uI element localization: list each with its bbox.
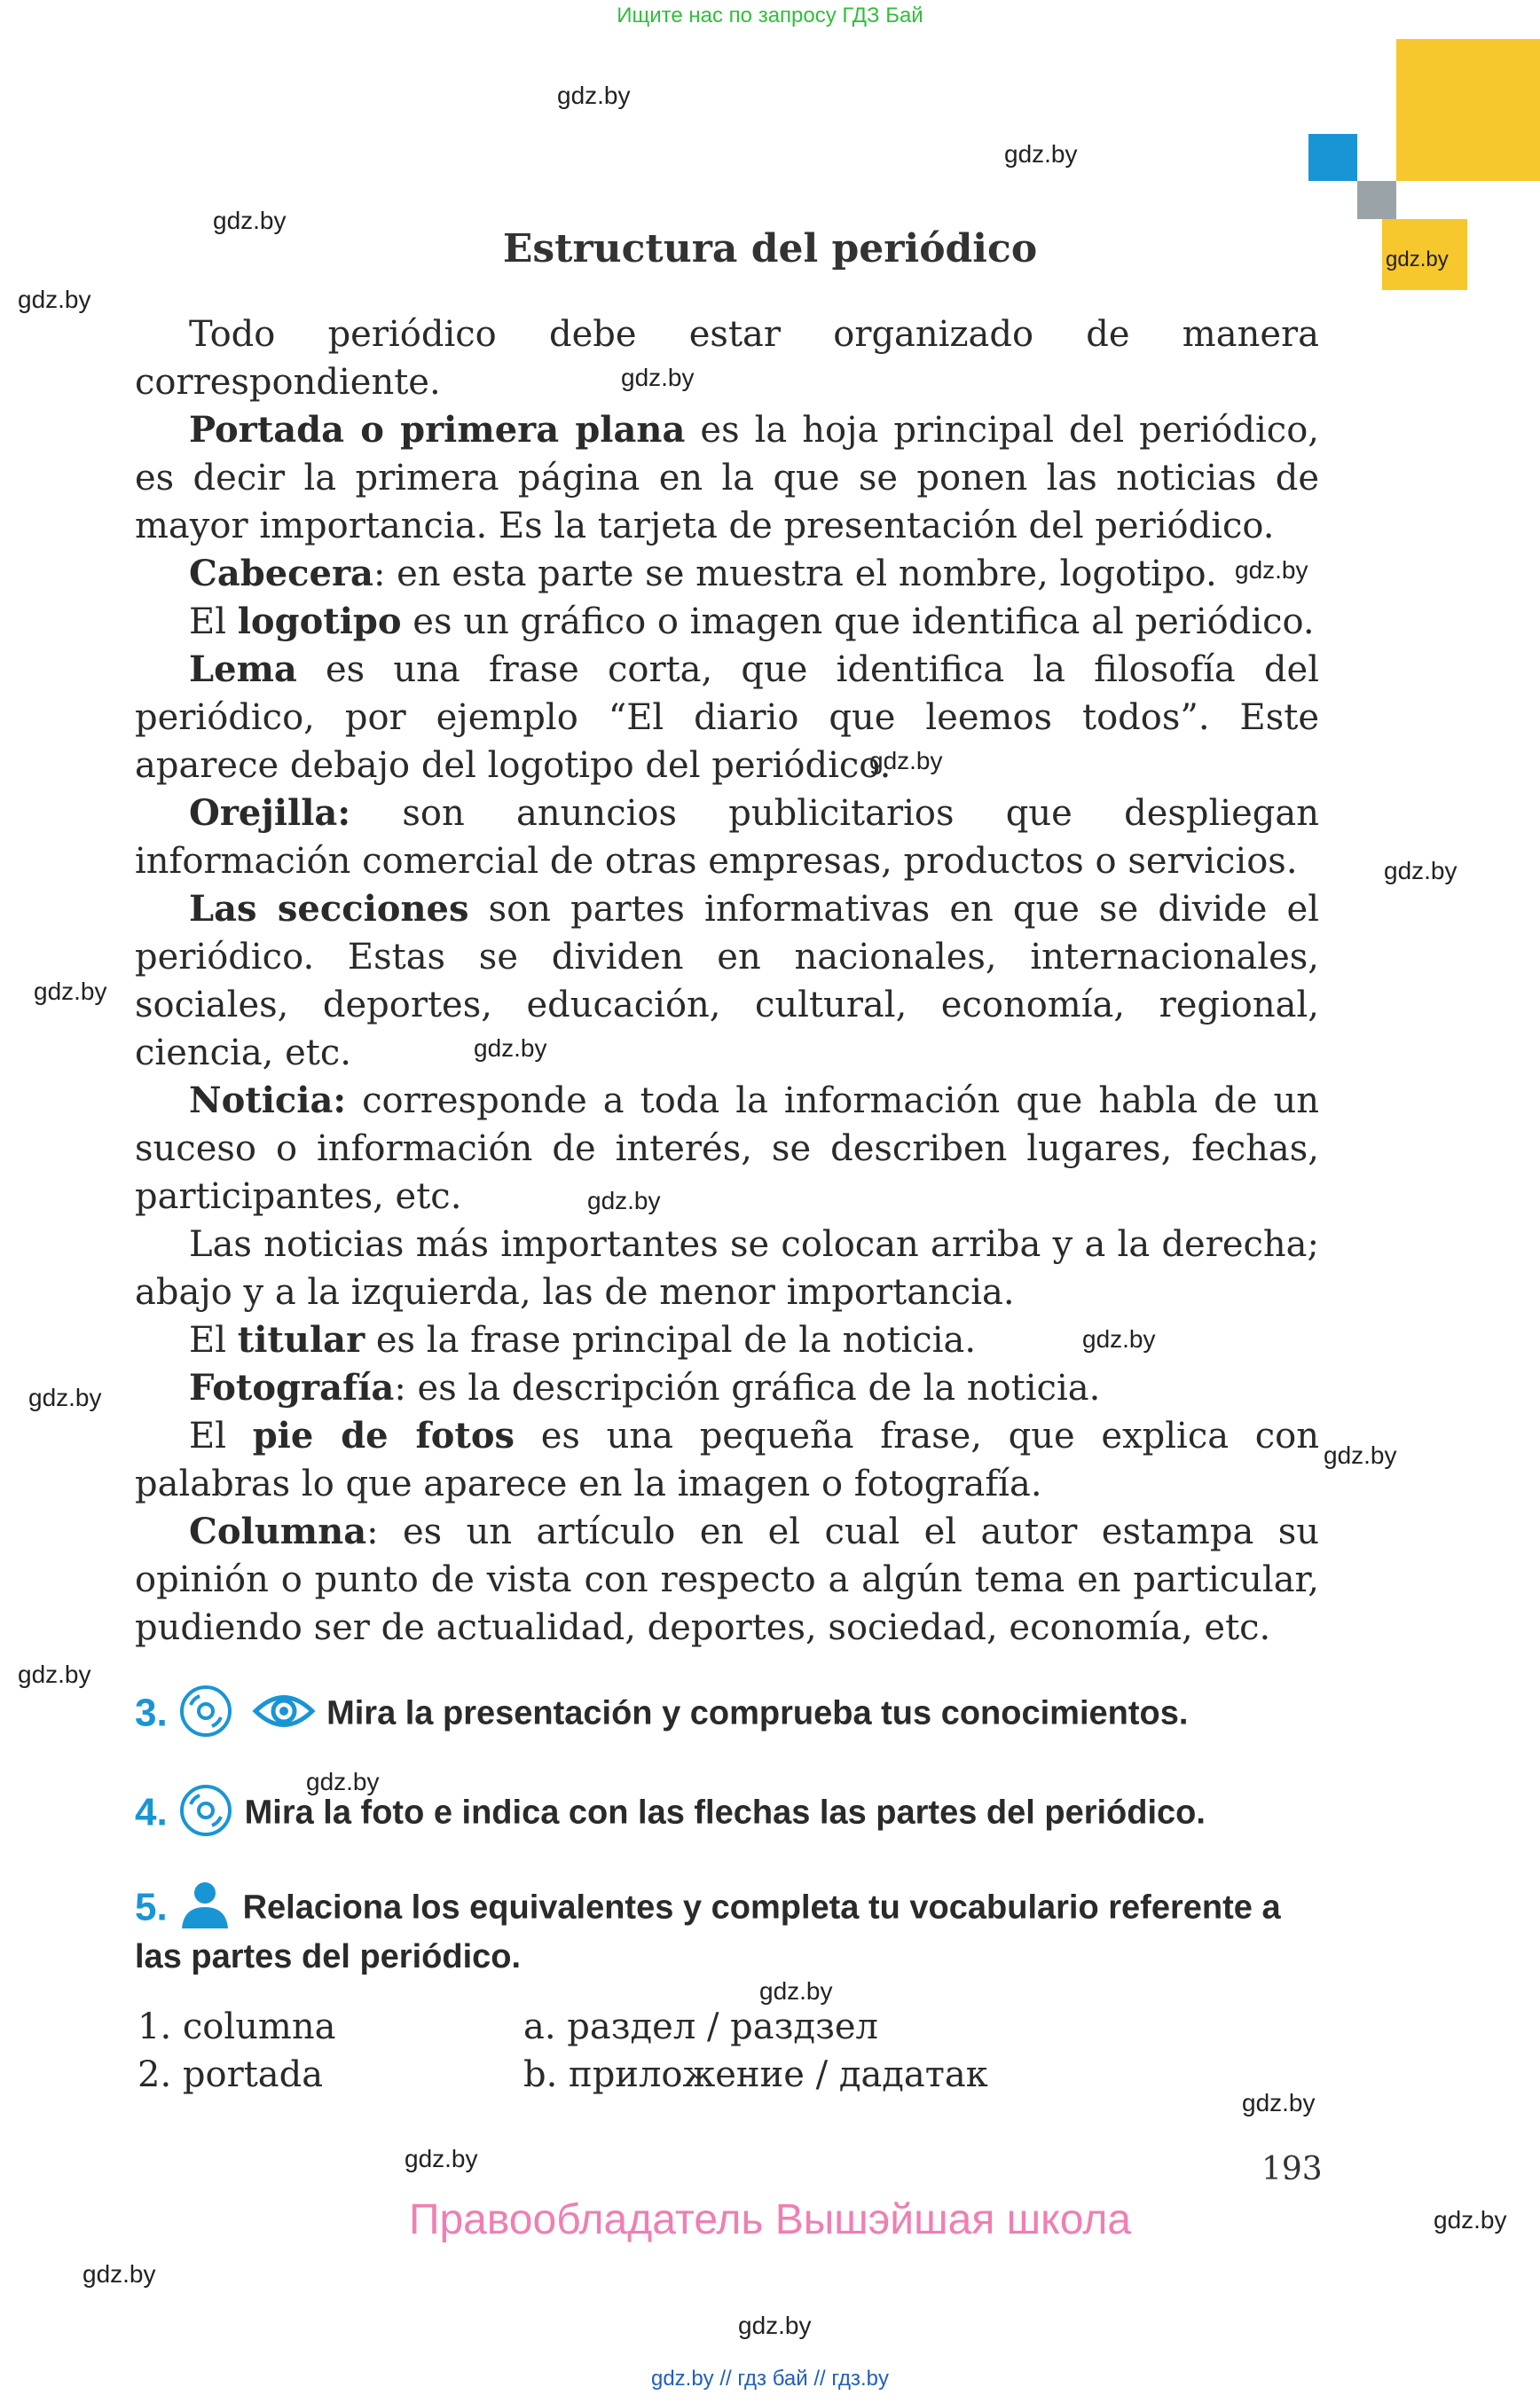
task-number: 5.	[135, 1885, 168, 1929]
paragraph: Cabecera: en esta parte se muestra el nombre, logotipo.	[189, 553, 1217, 594]
watermark: gdz.by	[738, 2312, 812, 2339]
paragraph: Columna: es un artículo en el cual el autor estampa su opinión o punto de vista con respecto a algún tema en particular, pudiendo ser de actualidad, deportes, sociedad, economía, etc.	[135, 1511, 1319, 1648]
vocab-translation: b. приложение / дадатак	[523, 2054, 988, 2095]
paragraph: Lema es una frase corta, que identifica la filosofía del periódico, por ejemplo “El diario que leemos todos”. Este aparece debajo del logotipo del periódico.	[135, 648, 1319, 786]
watermark: gdz.by	[759, 1977, 833, 2005]
decor-square-gray	[1357, 181, 1396, 219]
watermark: gdz.by	[306, 1768, 380, 1795]
vocab-row	[138, 2006, 878, 2047]
watermark: gdz.by	[587, 1187, 661, 1214]
watermark: gdz.by	[869, 747, 943, 774]
paragraph: El logotipo es un gráfico o imagen que identifica al periódico.	[189, 601, 1315, 642]
eye-icon	[252, 1689, 316, 1738]
watermark: gdz.by	[34, 978, 107, 1005]
paragraph: Noticia: corresponde a toda la información que habla de un suceso o información de interés, se describen lugares, fechas, participantes, etc.	[135, 1080, 1319, 1217]
watermark: gdz.by	[28, 1384, 102, 1411]
vocab-translation: a. раздел / раздзел	[523, 2006, 878, 2047]
watermark: gdz.by	[1324, 1441, 1397, 1469]
vocab-row	[138, 2054, 988, 2095]
watermark: gdz.by	[1004, 140, 1078, 168]
paragraph: Portada o primera plana es la hoja principal del periódico, es decir la primera página en la que se ponen las noticias de mayor importancia. Es la tarjeta de presentación del periódico.	[135, 409, 1319, 546]
top-note: Ищите нас по запросу ГДЗ Бай	[617, 4, 923, 27]
paragraph: Fotografía: es la descripción gráfica de la noticia.	[189, 1367, 1101, 1409]
copyright-holder: Правообладатель Вышэйшая школа	[408, 2196, 1132, 2243]
watermark: gdz.by	[621, 364, 695, 391]
task-4	[135, 1783, 1324, 1842]
task-text: Mira la foto e indica con las flechas las partes del periódico.	[244, 1794, 1206, 1832]
watermark: gdz.by	[557, 82, 631, 109]
paragraph: Las noticias más importantes se colocan arriba y a la derecha; abajo y a la izquierda, las de menor importancia.	[135, 1224, 1319, 1313]
watermark: gdz.by	[82, 2260, 156, 2288]
paragraph: Las secciones son partes informativas en que se divide el periódico. Estas se dividen en nacionales, internacionales, sociales, deportes, educación, cultural, economía, regional, ciencia, etc.	[135, 888, 1320, 1073]
watermark: gdz.by	[474, 1034, 547, 1062]
disc-icon	[178, 1783, 233, 1842]
paragraph: Todo periódico debe estar organizado de manera correspondiente.	[135, 314, 1319, 403]
paragraph: El titular es la frase principal de la noticia.	[189, 1319, 977, 1361]
watermark: gdz.by	[405, 2145, 478, 2172]
task-3	[135, 1684, 1324, 1743]
watermark: gdz.by	[1434, 2206, 1507, 2234]
watermark: gdz.by	[1082, 1325, 1156, 1353]
watermark: gdz.by	[1235, 556, 1308, 584]
task-text: Relaciona los equivalentes y completa tu vocabulario referente a las partes del periódico.	[135, 1889, 1281, 1975]
page-title: Estructura del periódico	[502, 226, 1038, 271]
watermark: gdz.by	[213, 207, 287, 234]
body-text	[135, 310, 1319, 1652]
paragraph: El pie de fotos es una pequeña frase, que explica con palabras lo que aparece en la imagen o fotografía.	[135, 1415, 1319, 1504]
paragraph: Orejilla: son anuncios publicitarios que despliegan información comercial de otras empresas, productos o servicios.	[135, 792, 1319, 882]
watermark: gdz.by	[18, 286, 91, 313]
decor-square-yellow	[1396, 39, 1540, 181]
task-number: 3.	[135, 1691, 168, 1735]
watermark: gdz.by	[1242, 2089, 1316, 2116]
vocab-term: 2. portada	[138, 2054, 324, 2095]
person-icon	[178, 1881, 232, 1935]
task-text: Mira la presentación y comprueba tus conocimientos.	[326, 1694, 1189, 1732]
watermark: gdz.by	[1384, 857, 1458, 884]
disc-icon	[178, 1684, 233, 1743]
vocab-term: 1. columna	[138, 2006, 336, 2047]
page-number: 193	[1261, 2151, 1323, 2187]
footer-links: gdz.by // гдз бай // гдз.by	[650, 2367, 890, 2391]
task-5	[135, 1881, 1324, 1979]
watermark: gdz.by	[1386, 247, 1449, 271]
task-number: 4.	[135, 1790, 168, 1834]
watermark: gdz.by	[18, 1661, 91, 1688]
decor-square-blue	[1308, 134, 1357, 181]
